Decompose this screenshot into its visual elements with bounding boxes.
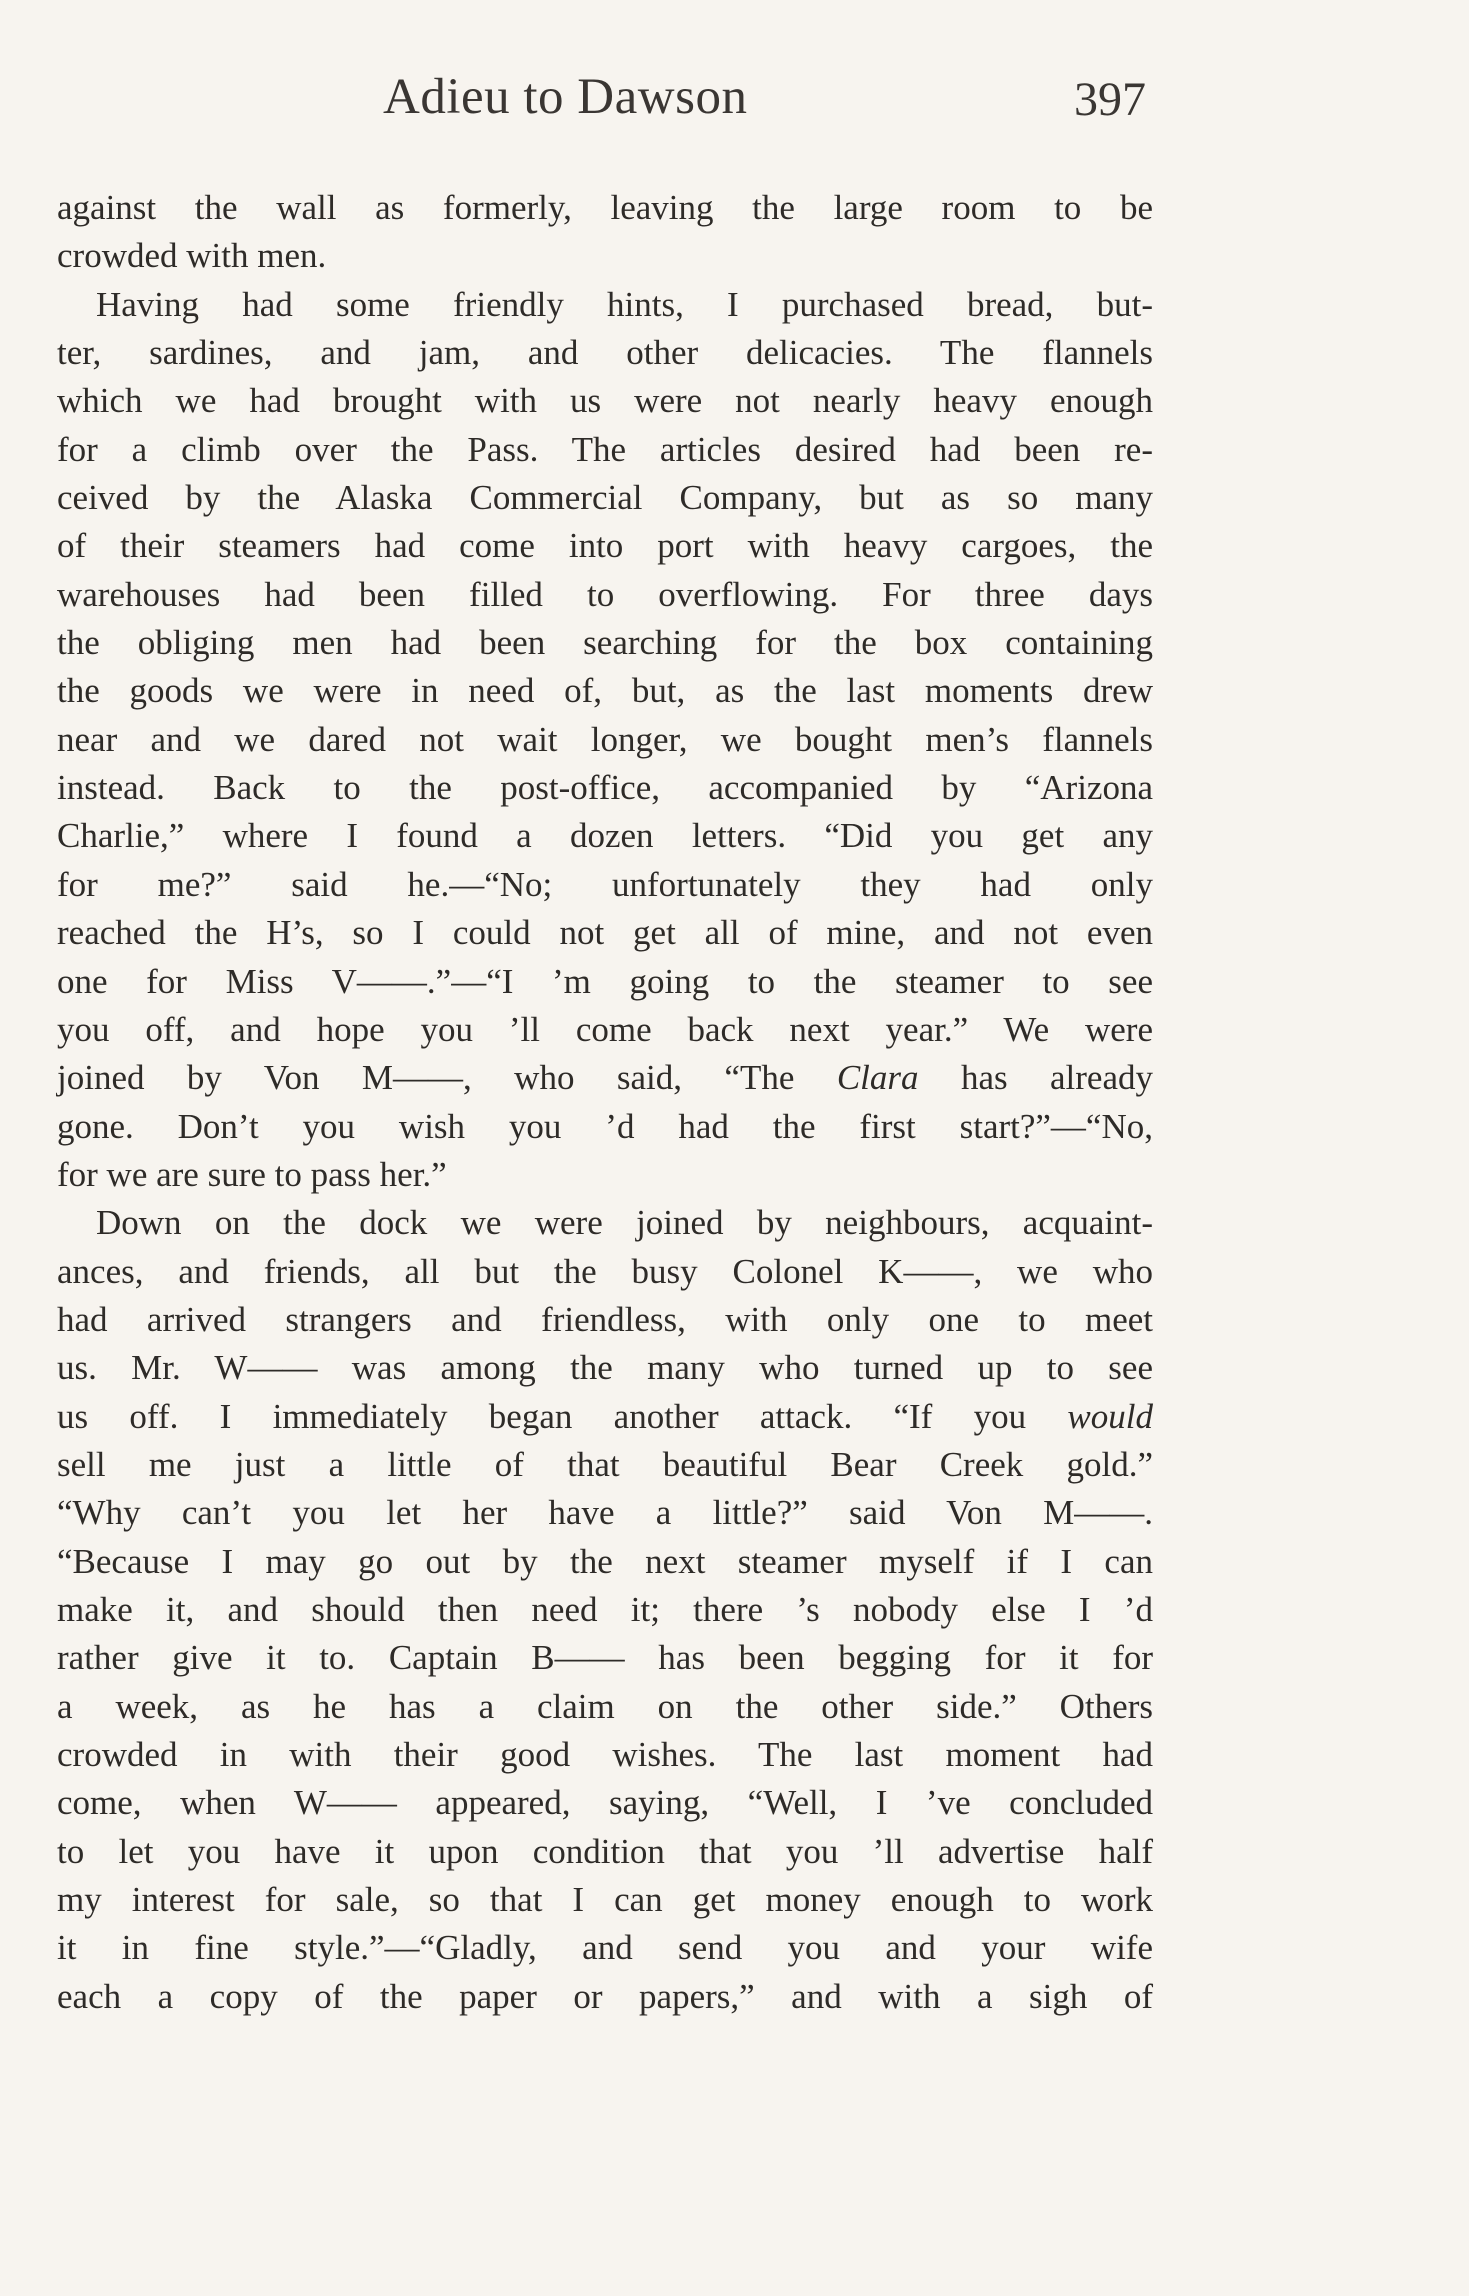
page-number: 397 [1074,73,1146,126]
text-line: near and we dared not wait longer, we bought men’s flannels [57,719,1153,759]
text-line: “Because I may go out by the next steamer myself if I can [57,1541,1153,1581]
text-line: gone. Don’t you wish you ’d had the first start?”—“No, [57,1106,1153,1146]
text-line: of their steamers had come into port with heavy cargoes, the [57,526,1153,566]
text-line: which we had brought with us were not nearly heavy enough [57,381,1153,421]
ship-name-italic: Clara [836,1058,919,1098]
running-title: Adieu to Dawson [383,69,748,125]
text-line: joined by Von M——, who said, “The Clara has already [57,1058,1154,1098]
text-line: Charlie,” where I found a dozen letters. “Did you get any [57,816,1153,856]
text-line: a week, as he has a claim on the other side.” Others [57,1686,1153,1726]
text-line: sell me just a little of that beautiful Bear Creek gold.” [57,1444,1153,1484]
text-line: make it, and should then need it; there ’s nobody else I ’d [57,1589,1153,1629]
running-head [0,68,1469,138]
paragraph-start-line: Having had some friendly hints, I purchased bread, but- [96,284,1153,324]
text-line: ances, and friends, all but the busy Colonel K——, we who [57,1251,1153,1291]
text-line: instead. Back to the post-office, accompanied by “Arizona [57,768,1153,808]
text-line: had arrived strangers and friendless, with only one to meet [57,1299,1153,1339]
text-line: for a climb over the Pass. The articles desired had been re- [57,429,1153,469]
paragraph-start-line: Down on the dock we were joined by neighbours, acquaint- [96,1203,1153,1243]
text-line: you off, and hope you ’ll come back next year.” We were [57,1009,1153,1049]
text-line: come, when W—— appeared, saying, “Well, I ’ve concluded [57,1783,1153,1823]
text-line: us off. I immediately began another attack. “If you would [57,1396,1153,1436]
text-line: ceived by the Alaska Commercial Company, but as so many [57,478,1153,518]
text-line: the obliging men had been searching for the box containing [57,623,1153,663]
text-line: ter, sardines, and jam, and other delicacies. The flannels [57,333,1153,373]
text-line: warehouses had been filled to overflowing. For three days [57,574,1153,614]
body-text [57,184,1153,2021]
text-line: each a copy of the paper or papers,” and with a sigh of [57,1976,1153,2016]
text-line: my interest for sale, so that I can get money enough to work [57,1880,1153,1920]
text-line: for me?” said he.—“No; unfortunately they had only [57,864,1153,904]
text-line: “Why can’t you let her have a little?” said Von M——. [57,1493,1153,1533]
text-line: to let you have it upon condition that you ’ll advertise half [57,1831,1153,1871]
text-line: against the wall as formerly, leaving the large room to be [57,188,1153,227]
text-line: crowded in with their good wishes. The last moment had [57,1735,1153,1774]
text-line: the goods we were in need of, but, as the last moments drew [57,671,1153,711]
text-line: for we are sure to pass her.” [57,1154,447,1194]
text-line: one for Miss V——.”—“I ’m going to the steamer to see [57,961,1153,1001]
text-line: rather give it to. Captain B—— has been begging for it for [57,1638,1153,1678]
text-line: reached the H’s, so I could not get all of mine, and not even [57,913,1153,953]
text-line: it in fine style.”—“Gladly, and send you and your wife [57,1928,1153,1968]
text-line: us. Mr. W—— was among the many who turned up to see [57,1348,1153,1388]
text-line: crowded with men. [57,236,327,276]
emphasis-italic: would [1067,1396,1153,1436]
